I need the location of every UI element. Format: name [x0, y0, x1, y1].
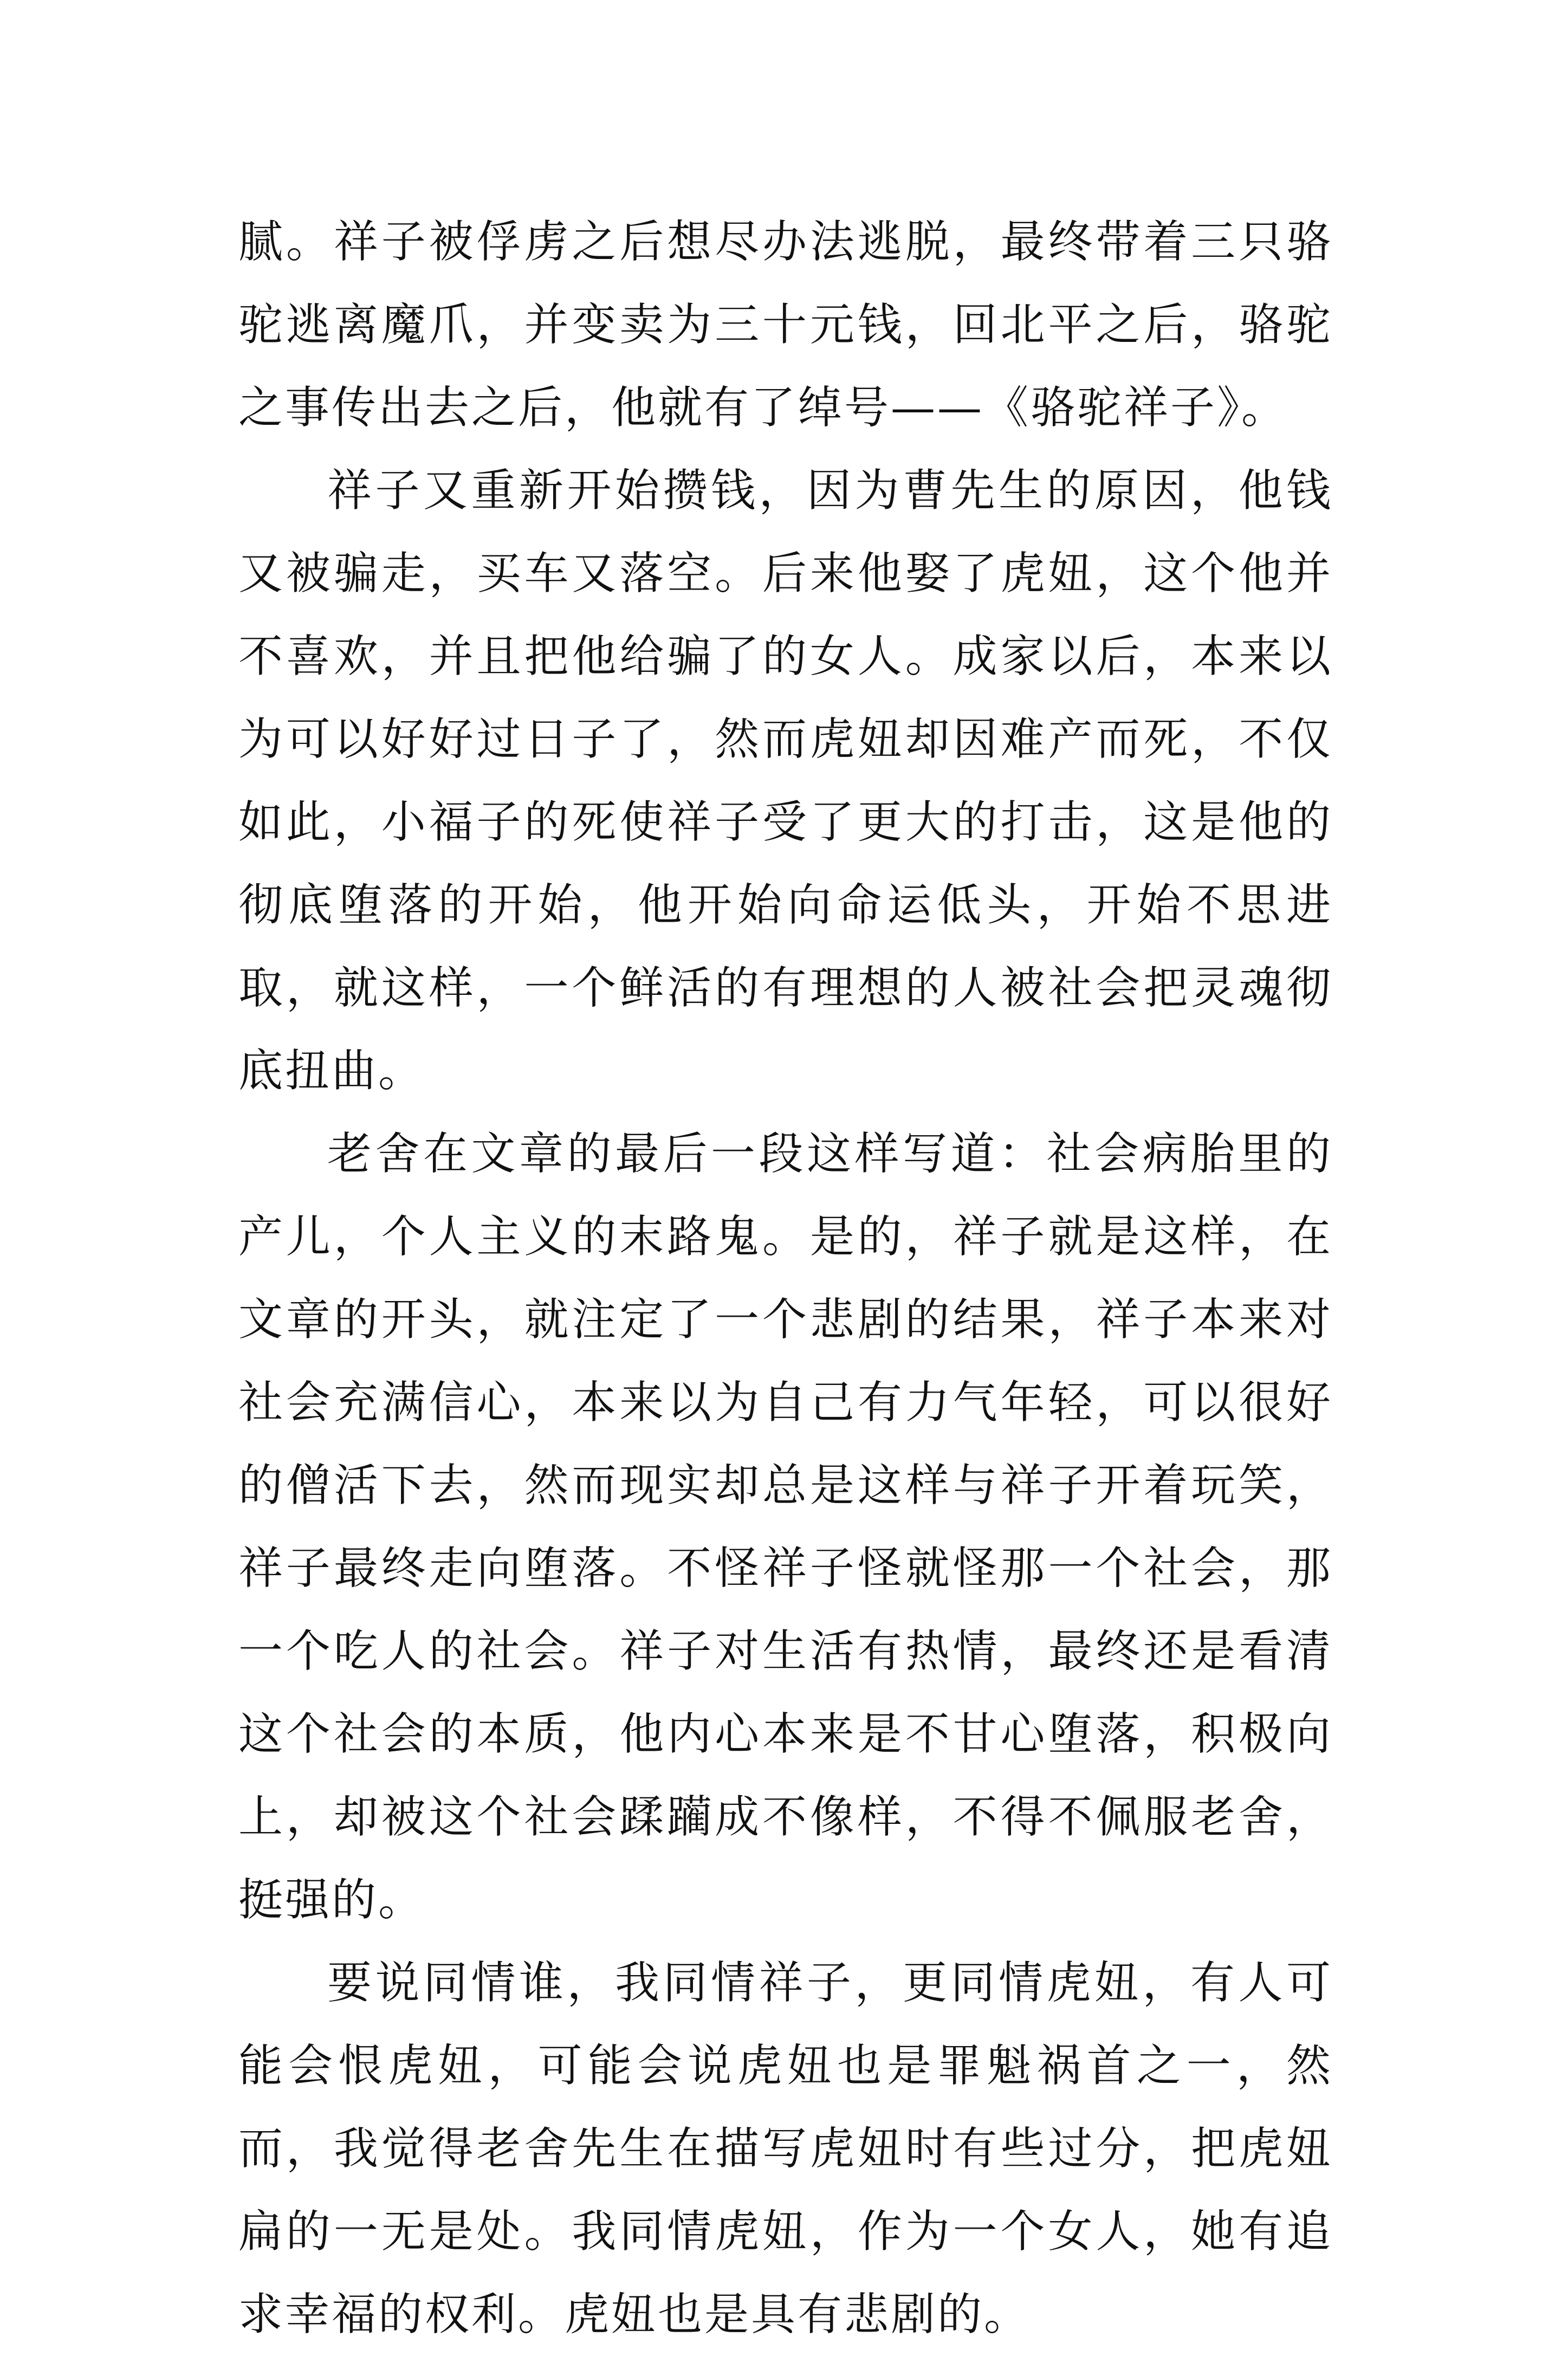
- paragraph-3: 老舍在文章的最后一段这样写道：社会病胎里的产儿，个人主义的末路鬼。是的，祥子就是这样，在文章的开头，就注定了一个悲剧的结果，祥子本来对社会充满信心，本来以为自己有力气年轻，可以很好的僧活下去，然而现实却总是这样与祥子开着玩笑，祥子最终走向堕落。不怪祥子怪就怪那一个社会，那一个吃人的社会。祥子对生活有热情，最终还是看清这个社会的本质，他内心本来是不甘心堕落，积极向上，却被这个社会蹂躏成不像样，不得不佩服老舍，挺强的。: [238, 1128, 1333, 1926]
- paragraph-2: 祥子又重新开始攒钱，因为曹先生的原因，他钱又被骗走，买车又落空。后来他娶了虎妞，这个他并不喜欢，并且把他给骗了的女人。成家以后，本来以为可以好好过日子了，然而虎妞却因难产而死，不仅如此，小福子的死使祥子受了更大的打击，这是他的彻底堕落的开始，他开始向命运低头，开始不思进取，就这样，一个鲜活的有理想的人被社会把灵魂彻底扭曲。: [238, 465, 1333, 1097]
- document-body: [238, 200, 1333, 2356]
- paragraph-4: 要说同情谁，我同情祥子，更同情虎妞，有人可能会恨虎妞，可能会说虎妞也是罪魁祸首之一，然而，我觉得老舍先生在描写虎妞时有些过分，把虎妞扁的一无是处。我同情虎妞，作为一个女人，她有追求幸福的权利。虎妞也是具有悲剧的。: [238, 1957, 1333, 2340]
- paragraph-1: 腻。祥子被俘虏之后想尽办法逃脱，最终带着三只骆驼逃离魔爪，并变卖为三十元钱，回北平之后，骆驼之事传出去之后，他就有了绰号——《骆驼祥子》。: [238, 216, 1333, 433]
